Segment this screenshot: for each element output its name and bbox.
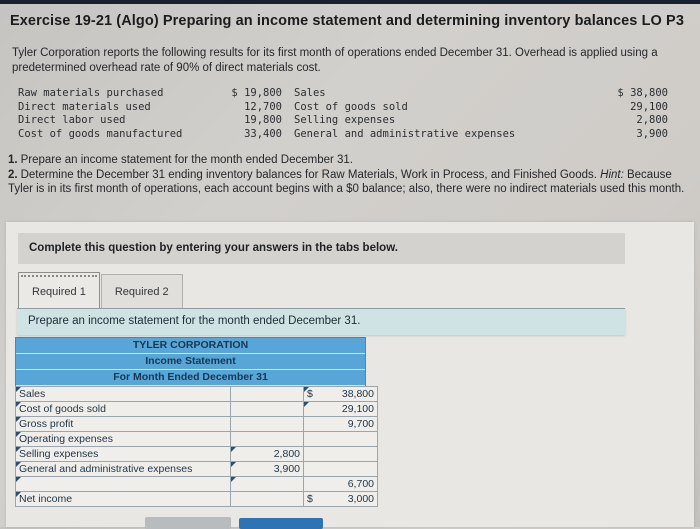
- account-label-cell[interactable]: General and administrative expenses: [16, 462, 231, 477]
- requirement-1: [8, 154, 688, 168]
- dollar-sign: $: [307, 493, 313, 505]
- row-general-admin-expenses: [16, 462, 378, 477]
- amount-cell: [304, 447, 378, 462]
- statement-period: For Month Ended December 31: [16, 370, 365, 386]
- figure-label: Cost of goods sold: [294, 100, 408, 113]
- account-label-cell[interactable]: [16, 477, 231, 492]
- row-net-income: [16, 492, 378, 507]
- amount-input-cell[interactable]: [231, 477, 304, 492]
- income-statement-header: [15, 337, 366, 386]
- requirement-2-text: Determine the December 31 ending inventory balances for Raw Materials, Work in Process, and Finished Goods.: [20, 168, 601, 181]
- statement-title: Income Statement: [16, 354, 365, 370]
- figure-value: 2,800: [636, 114, 668, 126]
- problem-data-table: [18, 87, 668, 141]
- account-label-cell[interactable]: Selling expenses: [16, 447, 231, 462]
- amount-cell: [231, 432, 304, 447]
- complete-question-banner: Complete this question by entering your answers in the tabs below.: [18, 233, 625, 264]
- figure-label: Sales: [294, 87, 326, 99]
- account-label-cell[interactable]: Gross profit: [16, 417, 231, 432]
- row-selling-expenses: [16, 447, 378, 462]
- figure-label: General and administrative expenses: [294, 127, 516, 140]
- amount-cell: [231, 417, 304, 432]
- amount-cell: [231, 402, 304, 417]
- problem-description: Tyler Corporation reports the following results for its first month of operations ended December 31. Overhead is applied using a predetermined overhead rate of 90% of direct materials cost.: [12, 47, 658, 74]
- figure-label: Direct materials used: [18, 100, 151, 113]
- computed-amount-cell: 9,700: [304, 417, 378, 432]
- figure-label: Direct labor used: [18, 114, 126, 126]
- income-statement: [15, 337, 374, 507]
- account-label-cell[interactable]: Operating expenses: [16, 432, 231, 447]
- amount-cell: [304, 462, 378, 477]
- company-name: TYLER CORPORATION: [16, 338, 365, 354]
- amount-cell: [304, 432, 378, 447]
- figure-label: Cost of goods manufactured: [18, 127, 183, 140]
- figure-label: Raw materials purchased: [18, 87, 164, 99]
- account-label-cell[interactable]: Net income: [16, 492, 231, 507]
- row-cost-of-goods-sold: [16, 402, 378, 417]
- task-instruction-bar: Prepare an income statement for the month ended December 31.: [17, 308, 625, 335]
- figure-label: Selling expenses: [294, 114, 396, 126]
- amount-input-cell[interactable]: 3,900: [231, 462, 304, 477]
- amount-input-cell[interactable]: 2,800: [231, 447, 304, 462]
- account-label-cell[interactable]: Sales: [16, 387, 231, 402]
- tab-required-2[interactable]: Required 2: [101, 274, 183, 308]
- figure-value: $ 38,800: [617, 87, 668, 99]
- question-widget: [6, 222, 694, 527]
- window-top-strip: [0, 0, 700, 4]
- tab-bar: [18, 271, 694, 308]
- amount-input-cell[interactable]: 29,100: [304, 402, 378, 417]
- prev-nav-button-partial[interactable]: [145, 517, 231, 529]
- income-statement-grid: [15, 386, 378, 507]
- amount-cell: [231, 492, 304, 507]
- dollar-sign: $: [307, 388, 313, 400]
- row-total-operating-expenses: [16, 477, 378, 492]
- figure-value: 29,100: [630, 100, 668, 113]
- requirement-2-number: 2.: [8, 168, 18, 181]
- figure-value: 3,900: [636, 127, 668, 140]
- amount-value: 38,800: [341, 388, 374, 400]
- figure-value: $ 19,800: [231, 87, 282, 99]
- computed-amount-cell: 6,700: [304, 477, 378, 492]
- tab-required-1[interactable]: Required 1: [18, 272, 100, 308]
- row-gross-profit: [16, 417, 378, 432]
- requirement-2-text-after-hint: Because Tyler is in its first month of operations, each account begins with a $0 balance; also, there were no indirect materials used this month.: [8, 168, 685, 195]
- figure-value: 12,700: [244, 100, 282, 113]
- requirement-2: [8, 169, 688, 197]
- row-sales: [16, 387, 378, 402]
- computed-amount-cell: [304, 492, 378, 507]
- amount-input-cell[interactable]: [304, 387, 378, 402]
- figure-value: 33,400: [244, 127, 282, 140]
- requirements: [8, 154, 688, 196]
- account-label-cell[interactable]: Cost of goods sold: [16, 402, 231, 417]
- requirement-1-number: 1.: [8, 154, 18, 166]
- next-nav-button-partial[interactable]: [239, 518, 323, 529]
- amount-cell: [231, 387, 304, 402]
- figure-value: 19,800: [244, 114, 282, 126]
- requirement-1-text: Prepare an income statement for the month ended December 31.: [20, 154, 354, 166]
- amount-value: 3,000: [347, 493, 374, 505]
- row-operating-expenses: [16, 432, 378, 447]
- hint-label: Hint:: [600, 168, 624, 181]
- exercise-title: Exercise 19-21 (Algo) Preparing an income statement and determining inventory balances LO P3: [10, 13, 684, 29]
